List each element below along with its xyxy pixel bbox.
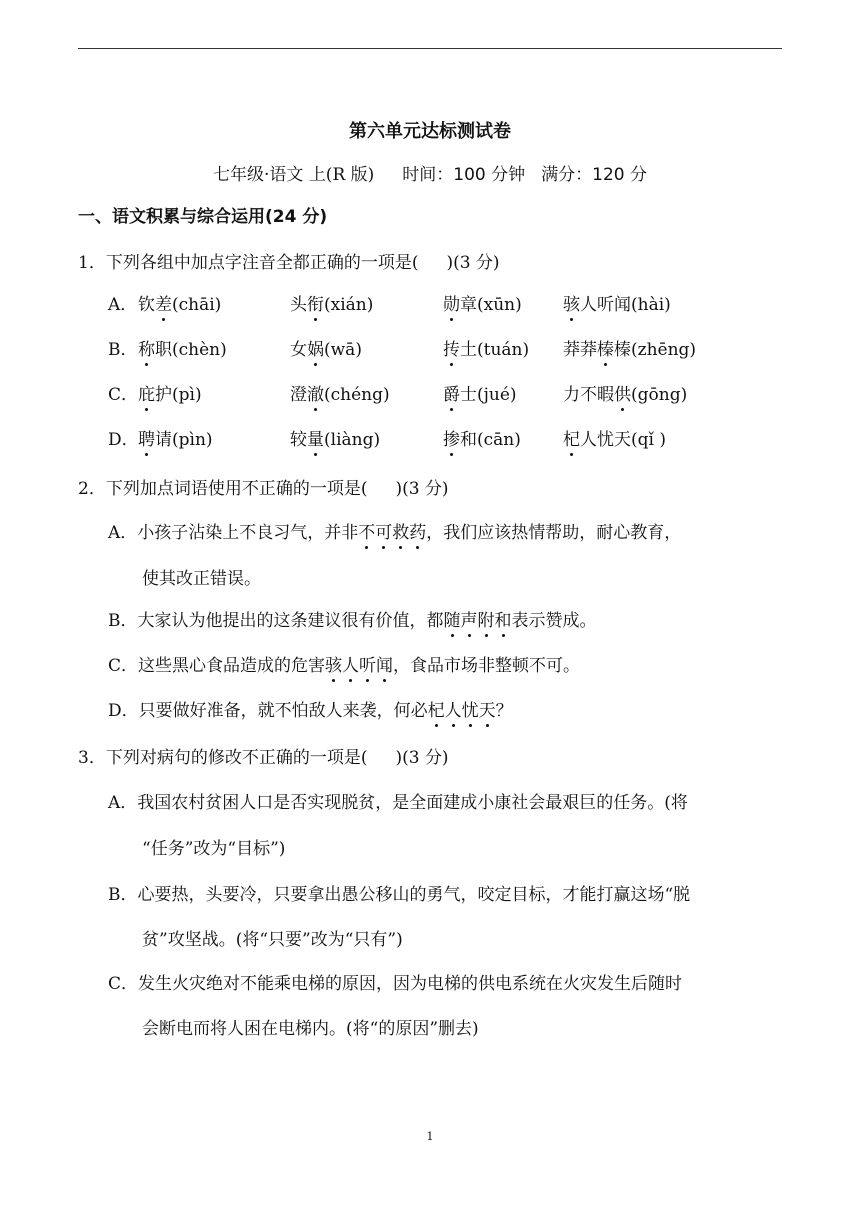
q2-option-a: A．小孩子沾染上不良习气，并非不可救药，我们应该热情帮助，耐心教育， — [108, 523, 682, 543]
time-label: 时间： — [402, 165, 454, 185]
option-word: 抟土(tuán) — [443, 340, 530, 360]
option-letter: B． — [108, 340, 138, 360]
option-word: 力不暇供(gōng) — [563, 385, 688, 405]
dotted-char: 不 — [358, 523, 376, 543]
dotted-char: 和 — [494, 611, 512, 631]
option-word: 头衔(xián) — [290, 295, 374, 315]
section-heading: 一、语文积累与综合运用(24 分) — [78, 207, 328, 227]
dotted-char: 勋 — [443, 295, 460, 315]
q1-option-d — [108, 429, 808, 453]
dotted-char: 药 — [409, 523, 427, 543]
q2-option-d: D．只要做好准备，就不怕敌人来袭，何必杞人忧天？ — [108, 701, 513, 721]
exam-info — [0, 160, 860, 185]
option-word: 聘请(pìn) — [138, 430, 213, 450]
dotted-char: 闻 — [376, 656, 394, 676]
dotted-char: 骇 — [563, 295, 580, 315]
option-letter: C． — [108, 385, 139, 405]
time-value: 100 分钟 — [453, 165, 526, 185]
dotted-char: 聘 — [138, 430, 155, 450]
option-word: 莽莽榛榛(zhēng) — [563, 340, 697, 360]
q3-option-a-line2: “任务”改为“目标”) — [142, 839, 286, 859]
q3-option-c-line2: 会断电而将人困在电梯内。(将“的原因”删去) — [142, 1019, 479, 1039]
option-word: 女娲(wā) — [290, 340, 362, 360]
page-number: 1 — [426, 1130, 434, 1143]
option-word: 勋章(xūn) — [443, 295, 522, 315]
q3-option-b: B．心要热，头要冷，只要拿出愚公移山的勇气，咬定目标，才能打赢这场“脱 — [108, 885, 691, 905]
q3-option-b-line2: 贫”攻坚战。(将“只要”改为“只有”) — [142, 930, 403, 950]
option-letter: D． — [108, 430, 139, 450]
q2-option-b: B．大家认为他提出的这条建议很有价值，都随声附和表示赞成。 — [108, 611, 597, 631]
question-2-stem: 2．下列加点词语使用不正确的一项是( )(3 分) — [78, 479, 449, 499]
dotted-char: 杞 — [563, 430, 580, 450]
q1-option-b — [108, 339, 808, 363]
option-word: 杞人忧天(qǐ ) — [563, 430, 666, 450]
option-word: 较量(liàng) — [290, 430, 381, 450]
dotted-char: 供 — [614, 385, 631, 405]
dotted-char: 骇 — [325, 656, 343, 676]
dotted-char: 抟 — [443, 340, 460, 360]
q2-option-c: C．这些黑心食品造成的危害骇人听闻，食品市场非整顿不可。 — [108, 656, 581, 676]
option-word: 掺和(cān) — [443, 430, 521, 450]
q1-option-a — [108, 294, 808, 318]
option-word: 钦差(chāi) — [138, 295, 222, 315]
header-rule — [78, 48, 782, 49]
question-3-stem: 3．下列对病句的修改不正确的一项是( )(3 分) — [78, 748, 449, 768]
q3-option-c: C．发生火灾绝对不能乘电梯的原因，因为电梯的供电系统在火灾发生后随时 — [108, 974, 683, 994]
grade-info: 七年级·语文 上(R 版) — [213, 165, 375, 185]
dotted-char: 听 — [359, 656, 377, 676]
option-word: 澄澈(chéng) — [290, 385, 390, 405]
score-value: 120 分 — [592, 165, 647, 185]
q3-option-a: A．我国农村贫困人口是否实现脱贫，是全面建成小康社会最艰巨的任务。(将 — [108, 793, 688, 813]
dotted-char: 庇 — [138, 385, 155, 405]
question-1-stem: 1．下列各组中加点字注音全都正确的一项是( )(3 分) — [78, 253, 500, 273]
dotted-char: 可 — [375, 523, 393, 543]
dotted-char: 澈 — [307, 385, 324, 405]
option-word: 庇护(pì) — [138, 385, 202, 405]
dotted-char: 榛 — [597, 340, 614, 360]
dotted-char: 杞 — [427, 701, 445, 721]
dotted-char: 掺 — [443, 430, 460, 450]
dotted-char: 称 — [138, 340, 155, 360]
dotted-char: 声 — [460, 611, 478, 631]
dotted-char: 量 — [307, 430, 324, 450]
q2-option-a-line2: 使其改正错误。 — [142, 569, 261, 589]
dotted-char: 救 — [392, 523, 410, 543]
dotted-char: 娲 — [307, 340, 324, 360]
page-title: 第六单元达标测试卷 — [349, 121, 511, 142]
dotted-char: 爵 — [443, 385, 460, 405]
option-word: 骇人听闻(hài) — [563, 295, 671, 315]
dotted-char: 衔 — [307, 295, 324, 315]
option-word: 称职(chèn) — [138, 340, 227, 360]
score-label: 满分： — [541, 165, 593, 185]
dotted-char: 天 — [478, 701, 496, 721]
option-word: 爵士(jué) — [443, 385, 517, 405]
option-letter: A． — [108, 295, 138, 315]
dotted-char: 忧 — [461, 701, 479, 721]
dotted-char: 人 — [444, 701, 462, 721]
dotted-char: 随 — [443, 611, 461, 631]
dotted-char: 人 — [342, 656, 360, 676]
dotted-char: 附 — [477, 611, 495, 631]
q1-option-c — [108, 384, 808, 408]
dotted-char: 差 — [155, 295, 172, 315]
